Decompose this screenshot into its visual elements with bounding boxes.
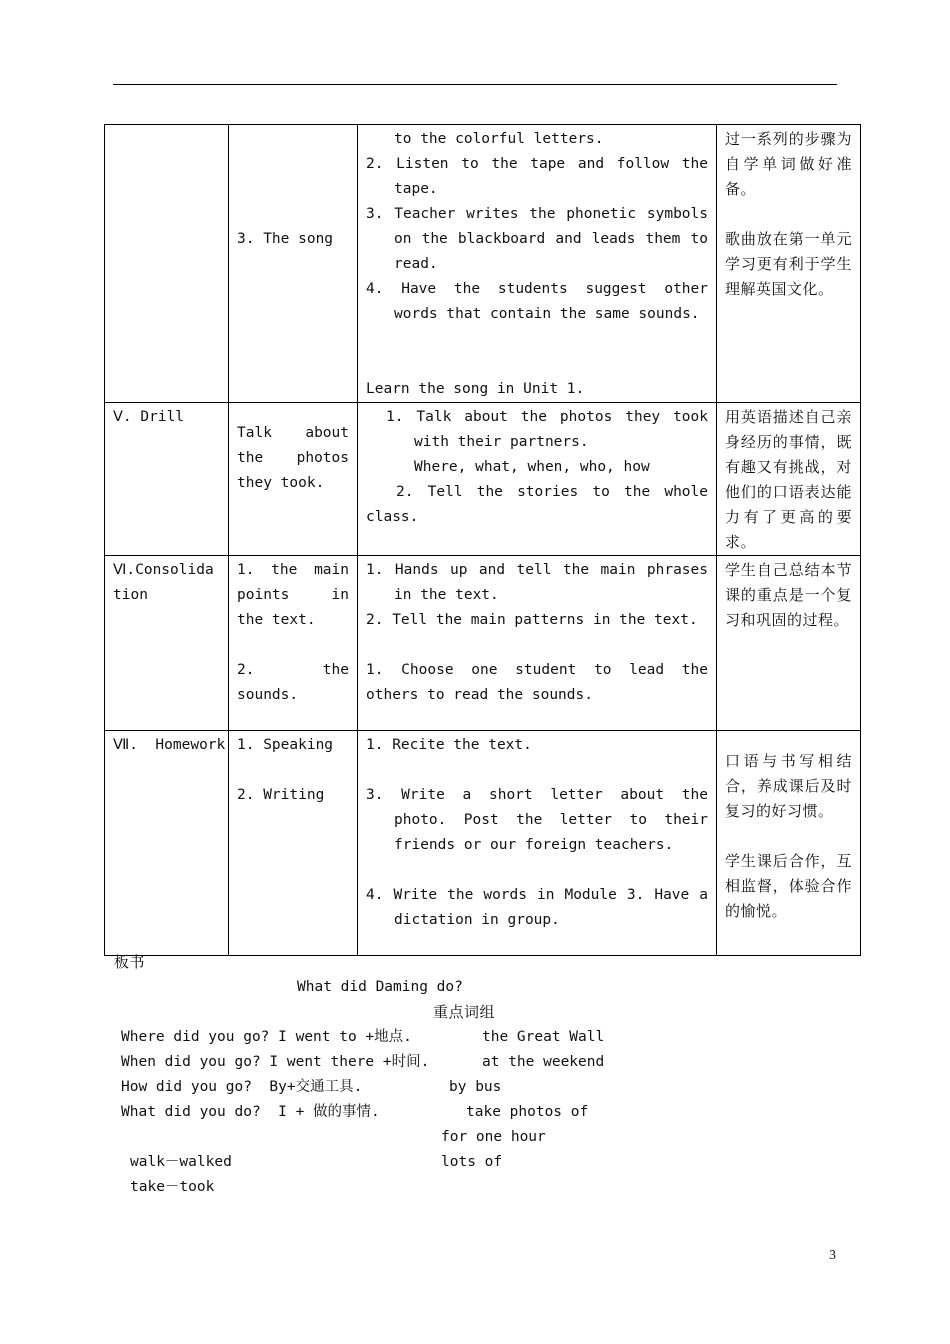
board-line: When did you go? I went there +时间. bbox=[121, 1054, 430, 1070]
activity-text: Talk about the photos they took. bbox=[237, 425, 349, 491]
table-row bbox=[105, 403, 861, 556]
step-item: Where, what, when, who, how bbox=[414, 459, 650, 475]
table-row bbox=[105, 125, 861, 403]
board-verb: take－took bbox=[130, 1179, 215, 1195]
stage-cell bbox=[105, 125, 229, 403]
board-phrase: by bus bbox=[449, 1079, 502, 1095]
step-item: 3. Write a short letter about the photo. Post the letter to their friends or our foreign teachers. bbox=[366, 787, 708, 853]
stage-cell: Ⅶ. Homework bbox=[105, 731, 229, 956]
step-item: 4. Have the students suggest other words that contain the same sounds. bbox=[366, 281, 708, 322]
board-phrase: the Great Wall bbox=[482, 1029, 605, 1045]
purpose-cell bbox=[717, 125, 861, 403]
table-row bbox=[105, 556, 861, 731]
steps-cell bbox=[358, 731, 717, 956]
activity-cell bbox=[229, 731, 358, 956]
purpose-cell: 用英语描述自己亲身经历的事情，既有趣又有挑战，对他们的口语表达能力有了更高的要求。 bbox=[717, 403, 861, 556]
board-title: What did Daming do? bbox=[297, 979, 463, 995]
activity-cell bbox=[229, 403, 358, 556]
purpose-text: 学生课后合作，互相监督，体验合作的愉悦。 bbox=[725, 852, 852, 920]
board-line: What did you do? I + 做的事情. bbox=[121, 1104, 380, 1120]
step-item: to the colorful letters. bbox=[394, 131, 604, 147]
activity-text: 2. the sounds. bbox=[237, 662, 349, 703]
purpose-text: 过一系列的步骤为自学单词做好准备。 bbox=[725, 130, 852, 198]
step-item: 1. Choose one student to lead the others to read the sounds. bbox=[366, 662, 708, 703]
board-phrase: at the weekend bbox=[482, 1054, 605, 1070]
purpose-text: 口语与书写相结合，养成课后及时复习的好习惯。 bbox=[725, 752, 852, 820]
activity-text: 3. The song bbox=[237, 231, 334, 247]
activity-cell bbox=[229, 556, 358, 731]
step-item: 1. Hands up and tell the main phrases in the text. bbox=[366, 562, 708, 603]
table-row bbox=[105, 731, 861, 956]
purpose-cell: 学生自己总结本节课的重点是一个复习和巩固的过程。 bbox=[717, 556, 861, 731]
board-subtitle: 重点词组 bbox=[433, 1003, 496, 1021]
steps-cell bbox=[358, 403, 717, 556]
steps-cell bbox=[358, 125, 717, 403]
purpose-text: 歌曲放在第一单元学习更有利于学生理解英国文化。 bbox=[725, 230, 852, 298]
activity-text: 1. Speaking bbox=[237, 737, 334, 753]
stage-cell: Ⅵ.Consolidation bbox=[105, 556, 229, 731]
step-item: 1. Recite the text. bbox=[366, 737, 532, 753]
activity-text: 1. the main points in the text. bbox=[237, 562, 349, 628]
activity-text: 2. Writing bbox=[237, 787, 325, 803]
page-number: 3 bbox=[829, 1248, 836, 1263]
header-rule bbox=[113, 84, 837, 85]
board-verb: walk－walked bbox=[130, 1154, 232, 1170]
activity-cell bbox=[229, 125, 358, 403]
board-label: 板书 bbox=[114, 953, 146, 971]
step-item: 4. Write the words in Module 3. Have a dictation in group. bbox=[366, 887, 708, 928]
lesson-plan-table bbox=[104, 124, 861, 956]
steps-cell bbox=[358, 556, 717, 731]
stage-cell: Ⅴ. Drill bbox=[105, 403, 229, 556]
board-line: Where did you go? I went to +地点. bbox=[121, 1029, 412, 1045]
board-line: How did you go? By+交通工具. bbox=[121, 1079, 363, 1095]
step-item: 2. Listen to the tape and follow the tape. bbox=[366, 156, 708, 197]
board-phrase: for one hour bbox=[441, 1129, 546, 1145]
step-item: 3. Teacher writes the phonetic symbols on the blackboard and leads them to read. bbox=[366, 206, 708, 272]
step-item: 2. Tell the main patterns in the text. bbox=[366, 612, 698, 628]
step-item: 1. Talk about the photos they took with their partners. bbox=[386, 409, 708, 450]
board-phrase: lots of bbox=[441, 1154, 503, 1170]
step-item: Learn the song in Unit 1. bbox=[366, 381, 585, 397]
board-phrase: take photos of bbox=[466, 1104, 589, 1120]
step-item: 2. Tell the stories to the whole class. bbox=[366, 484, 708, 525]
purpose-cell bbox=[717, 731, 861, 956]
